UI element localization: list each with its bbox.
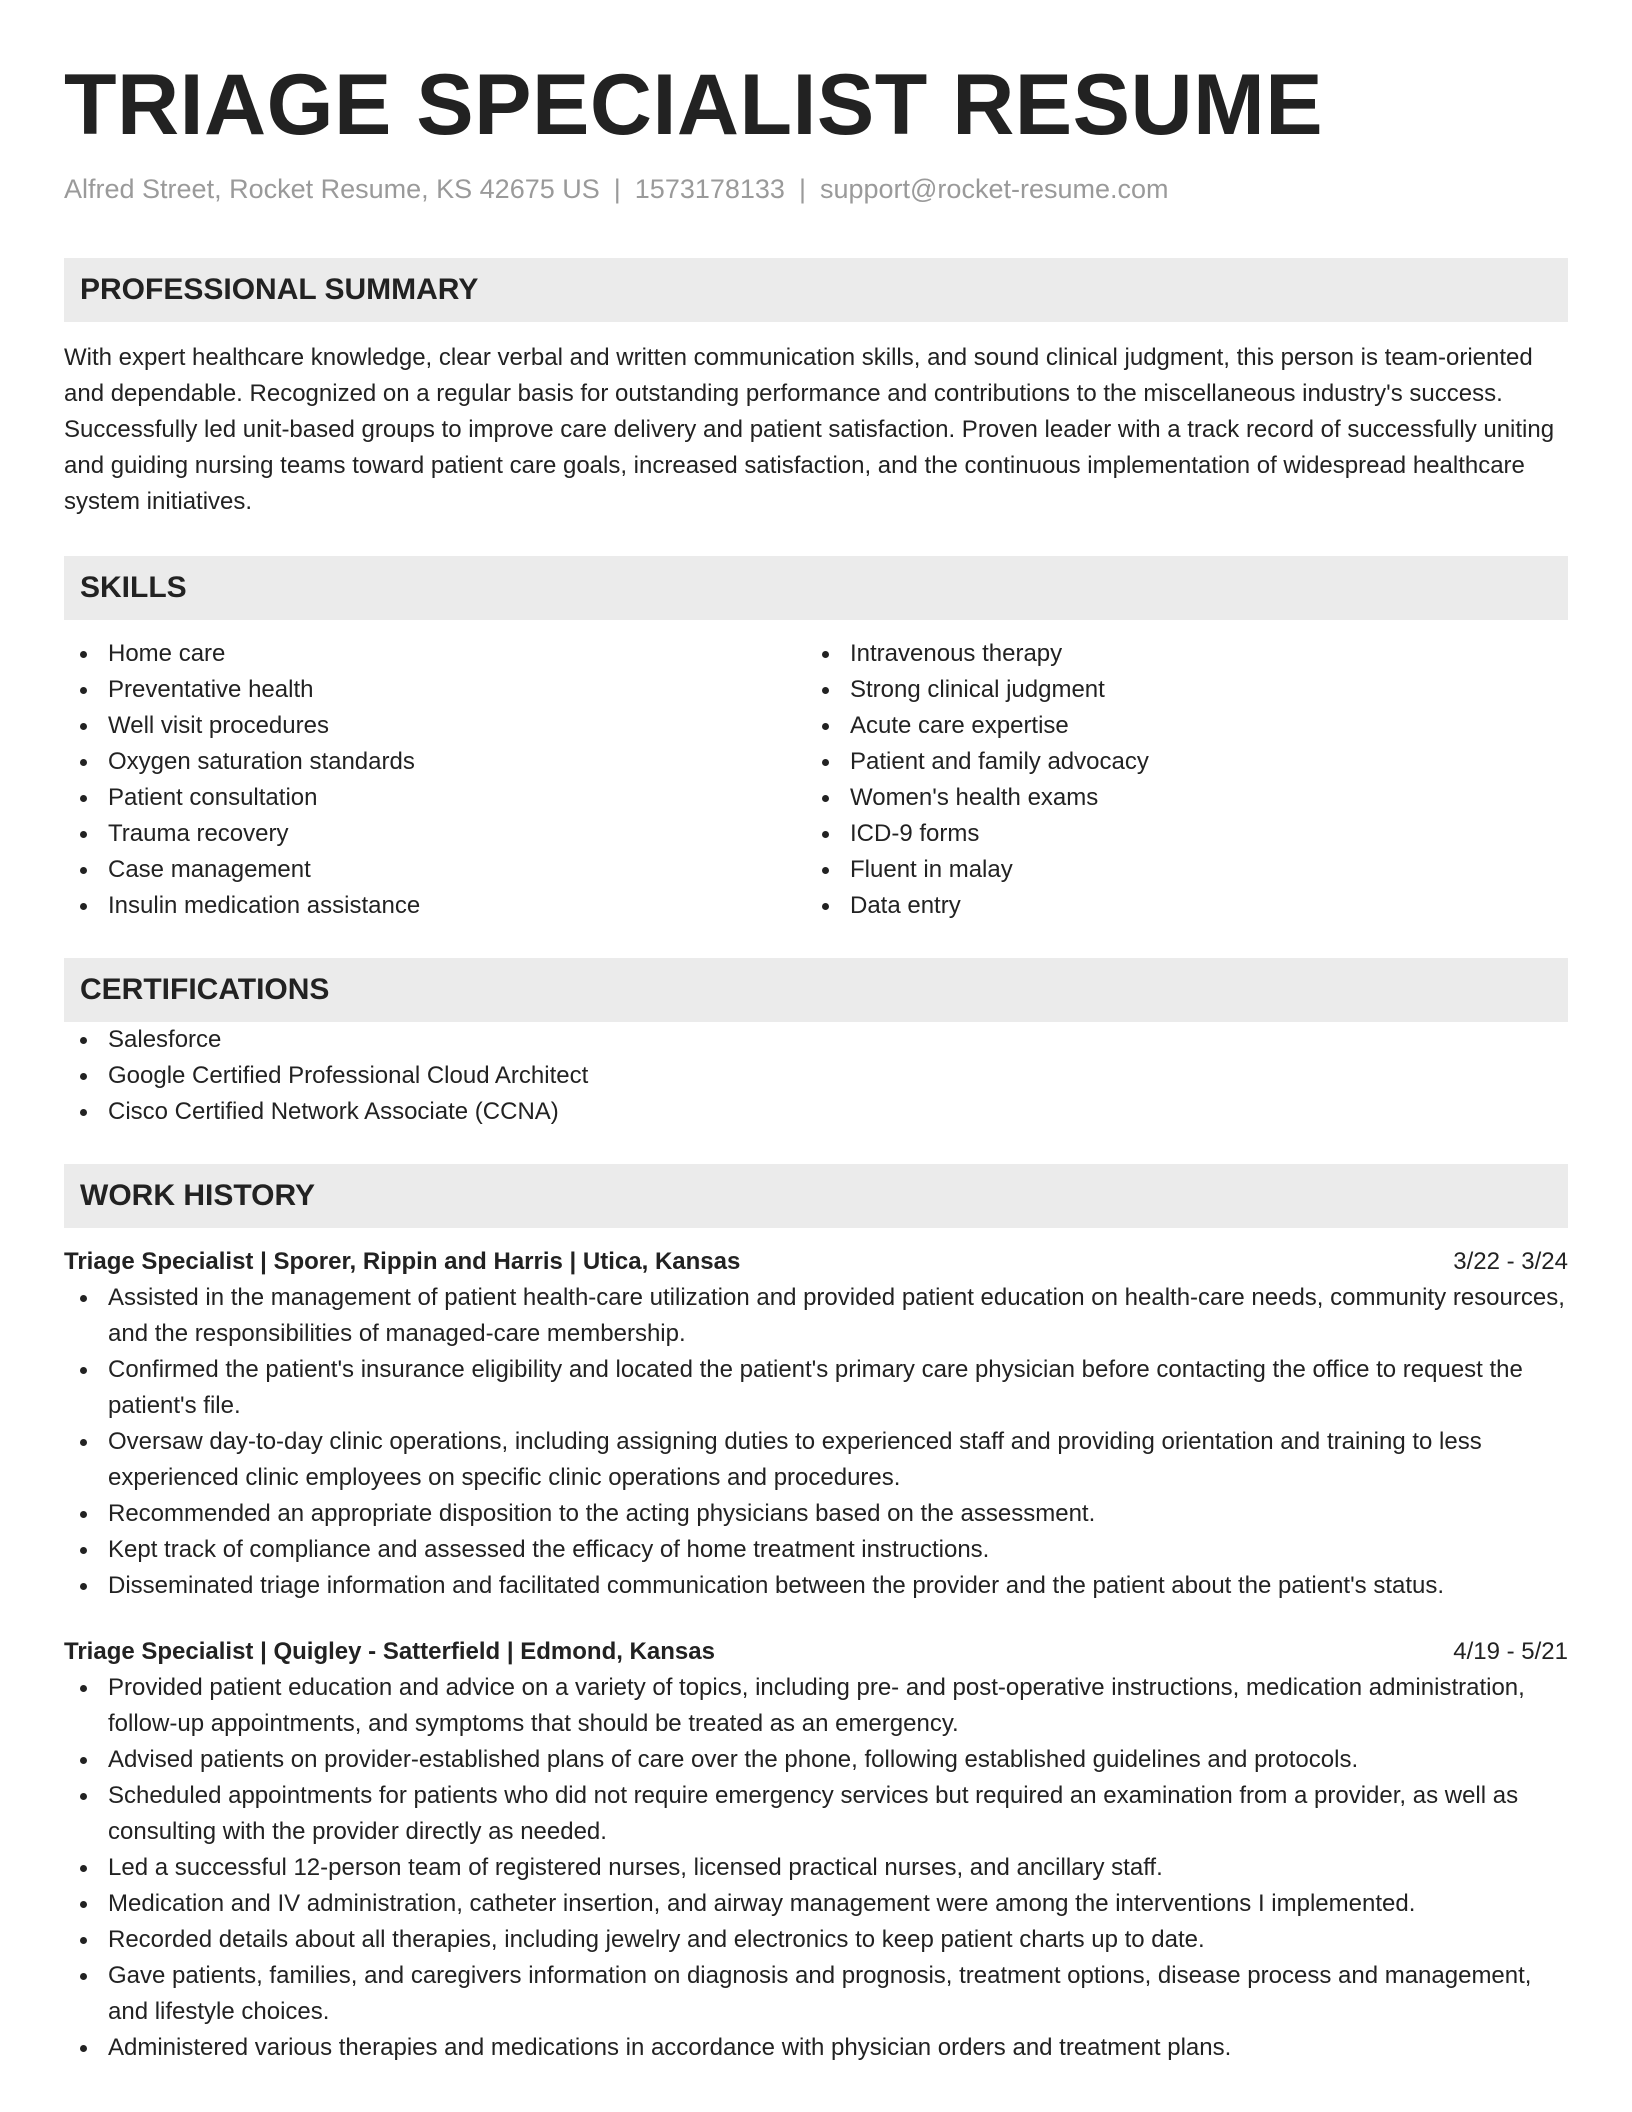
contact-email: support@rocket-resume.com: [819, 174, 1169, 204]
skills-list-right: [806, 636, 1548, 924]
certification-item: Salesforce: [64, 1022, 1568, 1058]
skill-item: Case management: [64, 852, 806, 888]
skill-item: Patient and family advocacy: [806, 744, 1548, 780]
contact-separator: |: [798, 174, 806, 204]
work-history-heading: WORK HISTORY: [64, 1164, 1568, 1228]
job-duty: Disseminated triage information and facilitated communication between the provider and the patient about the patient's status.: [64, 1568, 1568, 1604]
skills-section: [64, 556, 1568, 924]
job-duty: Recommended an appropriate disposition to the acting physicians based on the assessment.: [64, 1496, 1568, 1532]
skills-column-right: [806, 636, 1548, 924]
job-header: [64, 1244, 1568, 1280]
skill-item: Acute care expertise: [806, 708, 1548, 744]
skill-item: Patient consultation: [64, 780, 806, 816]
job-title: Triage Specialist | Sporer, Rippin and Harris | Utica, Kansas: [64, 1248, 741, 1275]
contact-phone: 1573178133: [634, 174, 785, 204]
summary-heading: PROFESSIONAL SUMMARY: [64, 258, 1568, 322]
skill-item: Preventative health: [64, 672, 806, 708]
job-dates: 3/22 - 3/24: [1453, 1248, 1568, 1275]
summary-section: [64, 258, 1568, 520]
work-history-section: [64, 1164, 1568, 2066]
skills-column-left: [64, 636, 806, 924]
job-duty: Administered various therapies and medications in accordance with physician orders and treatment plans.: [64, 2030, 1568, 2066]
job-duty: Provided patient education and advice on a variety of topics, including pre- and post-operative instructions, medication administration, follow-up appointments, and symptoms that should be treated as an emergency.: [64, 1670, 1568, 1742]
certifications-heading: CERTIFICATIONS: [64, 958, 1568, 1022]
skill-item: Well visit procedures: [64, 708, 806, 744]
job-duty: Oversaw day-to-day clinic operations, including assigning duties to experienced staff and providing orientation and training to less experienced clinic employees on specific clinic operations and procedures.: [64, 1424, 1568, 1496]
skill-item: Trauma recovery: [64, 816, 806, 852]
job-duties-list: [64, 1280, 1568, 1604]
skill-item: Fluent in malay: [806, 852, 1548, 888]
job-duty: Medication and IV administration, catheter insertion, and airway management were among the interventions I implemented.: [64, 1886, 1568, 1922]
job-duty: Led a successful 12-person team of registered nurses, licensed practical nurses, and ancillary staff.: [64, 1850, 1568, 1886]
job-duty: Scheduled appointments for patients who did not require emergency services but required an examination from a provider, as well as consulting with the provider directly as needed.: [64, 1778, 1568, 1850]
skill-item: Intravenous therapy: [806, 636, 1548, 672]
skill-item: ICD-9 forms: [806, 816, 1548, 852]
certification-item: Cisco Certified Network Associate (CCNA): [64, 1094, 1568, 1130]
certifications-list: [64, 1022, 1568, 1130]
contact-line: [64, 172, 1568, 206]
job-duty: Assisted in the management of patient health-care utilization and provided patient education on health-care needs, community resources, and the responsibilities of managed-care membership.: [64, 1280, 1568, 1352]
job-entry: [64, 1244, 1568, 1604]
skills-heading: SKILLS: [64, 556, 1568, 620]
skills-list-left: [64, 636, 806, 924]
skill-item: Home care: [64, 636, 806, 672]
job-duty: Kept track of compliance and assessed the efficacy of home treatment instructions.: [64, 1532, 1568, 1568]
contact-address: Alfred Street, Rocket Resume, KS 42675 US: [64, 174, 600, 204]
certification-item: Google Certified Professional Cloud Architect: [64, 1058, 1568, 1094]
resume-title: TRIAGE SPECIALIST RESUME: [64, 57, 1324, 153]
job-duty: Gave patients, families, and caregivers information on diagnosis and prognosis, treatment options, disease process and management, and lifestyle choices.: [64, 1958, 1568, 2030]
job-duty: Advised patients on provider-established plans of care over the phone, following established guidelines and protocols.: [64, 1742, 1568, 1778]
job-duty: Confirmed the patient's insurance eligibility and located the patient's primary care physician before contacting the office to request the patient's file.: [64, 1352, 1568, 1424]
summary-text: With expert healthcare knowledge, clear verbal and written communication skills, and sound clinical judgment, this person is team-oriented and dependable. Recognized on a regular basis for outstanding performance and contributions to the miscellaneous industry's success. Successfully led unit-based groups to improve care delivery and patient satisfaction. Proven leader with a track record of successfully uniting and guiding nursing teams toward patient care goals, increased satisfaction, and the continuous implementation of widespread healthcare system initiatives.: [64, 344, 1555, 515]
skills-grid: [64, 636, 1568, 924]
job-entry: [64, 1634, 1568, 2066]
skill-item: Data entry: [806, 888, 1548, 924]
contact-separator: |: [613, 174, 621, 204]
certifications-section: [64, 958, 1568, 1130]
job-dates: 4/19 - 5/21: [1453, 1638, 1568, 1665]
skill-item: Women's health exams: [806, 780, 1548, 816]
job-title: Triage Specialist | Quigley - Satterfield | Edmond, Kansas: [64, 1638, 715, 1665]
skill-item: Oxygen saturation standards: [64, 744, 806, 780]
skill-item: Strong clinical judgment: [806, 672, 1548, 708]
job-header: [64, 1634, 1568, 1670]
skill-item: Insulin medication assistance: [64, 888, 806, 924]
job-duties-list: [64, 1670, 1568, 2066]
job-duty: Recorded details about all therapies, including jewelry and electronics to keep patient charts up to date.: [64, 1922, 1568, 1958]
